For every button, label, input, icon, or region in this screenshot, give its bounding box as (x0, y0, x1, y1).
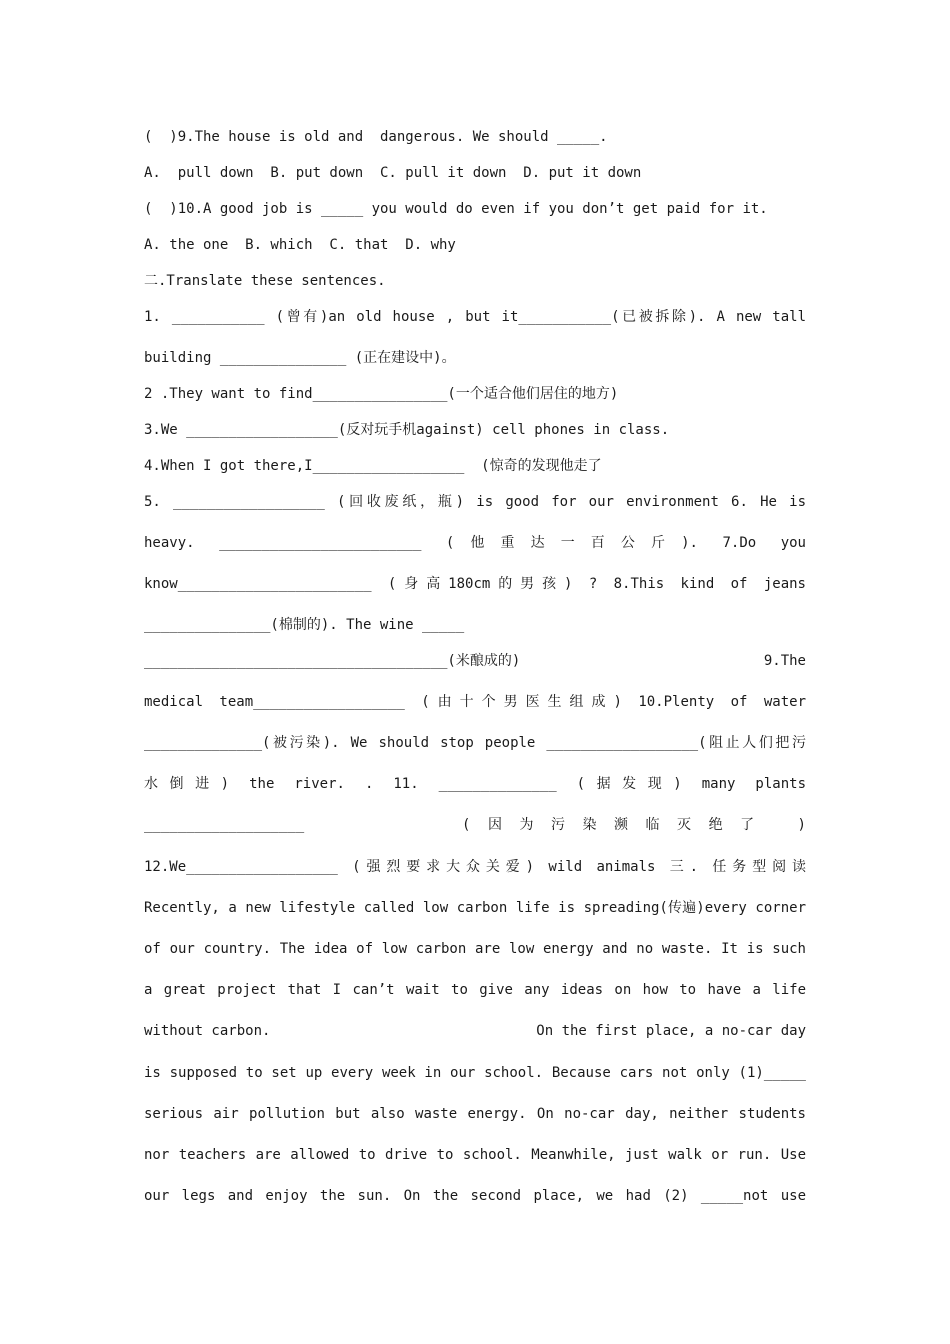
translate-line: _______________(棉制的). The wine _____ (144, 617, 465, 633)
reading-paragraph-line: nor teachers are allowed to drive to school. Meanwhile, just walk or run. Use (144, 1147, 806, 1163)
translate-line: 12.We__________________ (强烈要求大众关爱) wild animals 三. 任务型阅读 (144, 859, 806, 875)
translate-line: 水倒进) the river. . 11. ______________ (据发现) many plants (144, 776, 806, 792)
reading-paragraph-line: of our country. The idea of low carbon are low energy and no waste. It is such (144, 941, 806, 957)
translate-line: ___________________ (144, 817, 305, 833)
translate-line: (因为污染濒临灭绝了 ) (462, 817, 806, 833)
reading-paragraph-line: without carbon. (144, 1023, 271, 1039)
translate-line: 3.We __________________(反对玩手机against) cell phones in class. (144, 422, 670, 438)
section-heading-translate: 二.Translate these sentences. (144, 273, 386, 289)
translate-line: 4.When I got there,I__________________ (惊奇的发现他走了 (144, 458, 602, 474)
translate-line: ______________(被污染). We should stop people __________________(阻止人们把污 (144, 735, 806, 751)
question-10-options: A. the one B. which C. that D. why (144, 237, 456, 253)
translate-line: 5. __________________ (回收废纸，瓶) is good for our environment 6. He is (144, 494, 806, 510)
reading-paragraph-line: Recently, a new lifestyle called low carbon life is spreading(传遍)every corner (144, 900, 806, 916)
reading-paragraph-line: serious air pollution but also waste energy. On no-car day, neither students (144, 1106, 806, 1122)
translate-line: know_______________________ (身高180cm的男孩) ? 8.This kind of jeans (144, 576, 806, 592)
translate-line: 1. ___________ (曾有)an old house , but it___________(已被拆除). A new tall (144, 309, 806, 325)
translate-line: medical team__________________ (由十个男医生组成) 10.Plenty of water (144, 694, 806, 710)
reading-paragraph-line: our legs and enjoy the sun. On the second place, we had (2) _____not use (144, 1188, 806, 1204)
translate-line: 9.The (763, 653, 806, 669)
reading-paragraph-line: is supposed to set up every week in our school. Because cars not only (1)_____ (144, 1065, 806, 1081)
reading-paragraph-line: On the first place, a no-car day (536, 1023, 806, 1039)
translate-line: 2 .They want to find________________(一个适合他们居住的地方) (144, 386, 619, 402)
translate-line: heavy. ________________________ (他重达一百公斤). 7.Do you (144, 535, 806, 551)
question-10: ( )10.A good job is _____ you would do even if you don’t get paid for it. (144, 201, 768, 217)
question-9: ( )9.The house is old and dangerous. We should _____. (144, 129, 608, 145)
question-9-options: A. pull down B. put down C. pull it down D. put it down (144, 165, 642, 181)
translate-line: ____________________________________(米酿成的) (144, 653, 521, 669)
reading-paragraph-line: a great project that I can’t wait to give any ideas on how to have a life (144, 982, 806, 998)
translate-line: building _______________ (正在建设中)。 (144, 350, 456, 366)
